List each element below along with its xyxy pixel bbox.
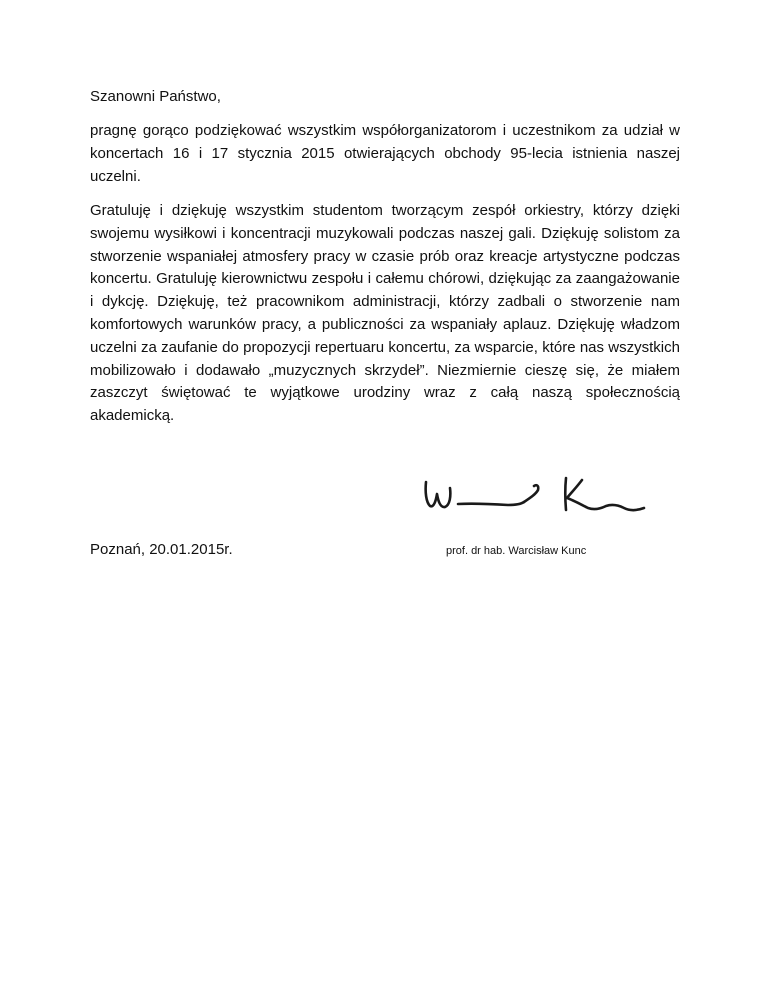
- salutation: Szanowni Państwo,: [90, 88, 221, 105]
- paragraph-thanks: pragnę gorąco podziękować wszystkim współorganizatorom i uczestnikom za udział w koncertach 16 i 17 stycznia 2015 otwierających obchody 95-lecia istnienia naszej uczelni.: [90, 122, 680, 185]
- paragraph-congratulations: Gratuluję i dziękuję wszystkim studentom tworzącym zespół orkiestry, którzy dzięki swojemu wysiłkowi i koncentracji muzykowali podczas naszej gali. Dziękuję solistom za stworzenie wspaniałej atmosfery pracy w czasie prób oraz kreacje artystyczne podczas koncertu. Gratuluję kierownictwu zespołu i całemu chórowi, dziękując za zaangażowanie i dykcję. Dziękuję, też pracownikom administracji, którzy zadbali o stworzenie nam komfortowych warunków pracy, a publiczności za wspaniały aplauz. Dziękuję władzom uczelni za zaufanie do propozycji repertuaru koncertu, za wsparcie, które nas wszystkich mobilizowało i dodawało „muzycznych skrzydeł”. Niezmiernie cieszę się, że miałem zaszczyt świętować te wyjątkowe urodziny wraz z całą naszą społecznością akademicką.: [90, 202, 680, 425]
- signer-name: prof. dr hab. Warcisław Kunc: [446, 545, 587, 557]
- handwritten-signature: [420, 468, 660, 528]
- place-date: Poznań, 20.01.2015r.: [90, 541, 233, 558]
